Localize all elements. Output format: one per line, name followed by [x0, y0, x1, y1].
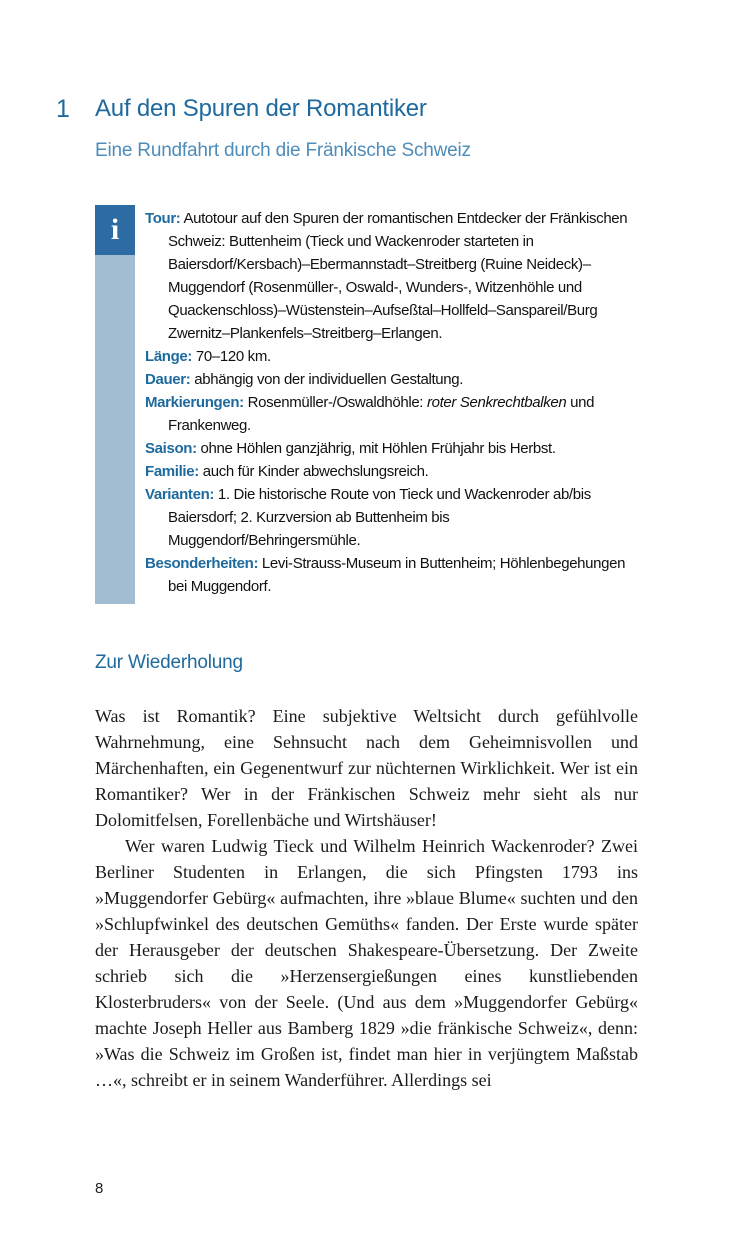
info-entry [145, 368, 640, 391]
info-entry [145, 437, 640, 460]
info-entry-text: roter Senkrechtbalken [426, 394, 567, 411]
body-paragraph: Wer waren Ludwig Tieck und Wilhelm Heinrich Wackenroder? Zwei Berliner Studenten in Erlangen, die sich Pfingsten 1793 ins »Muggendorfer Gebürg« aufmachten, ihre »blaue Blume« suchten und den »Schlupfwinkel des deutschen Gemüths« fanden. Der Erste wurde später der Herausgeber der deutschen Shakespeare-Übersetzung. Der Zweite schrieb sich die »Herzensergießungen eines kunstliebenden Klosterbruders« von der Seele. (Und aus dem »Muggendorfer Gebürg« machte Joseph Heller aus Bamberg 1829 »die fränkische Schweiz«, denn: »Was die Schweiz im Großen ist, findet man hier in verjüngtem Maßstab …«, schreibt er in seinem Wanderführer. Allerdings sei [95, 836, 638, 1090]
info-entry-text: ohne Höhlen ganzjährig, mit Höhlen Frühjahr bis Herbst. [196, 440, 556, 457]
info-entry-text: Rosenmüller-/Oswaldhöhle: [243, 394, 427, 411]
info-entry [145, 552, 640, 598]
chapter-number: 1 [56, 95, 70, 123]
page-subtitle: Eine Rundfahrt durch die Fränkische Schweiz [95, 140, 471, 161]
infobox-entries [135, 205, 640, 604]
info-entry-label: Tour: [145, 210, 181, 227]
info-entry-text: 70–120 km. [192, 348, 271, 365]
tour-infobox [95, 205, 640, 604]
section-heading: Zur Wiederholung [95, 652, 243, 673]
info-entry [145, 391, 640, 437]
page-title: Auf den Spuren der Romantiker [95, 95, 427, 122]
info-entry [145, 345, 640, 368]
info-entry-text: auch für Kinder abwechslungsreich. [198, 463, 429, 480]
info-entry-label: Besonderheiten: [145, 555, 259, 572]
info-entry-text: Levi-Strauss-Museum in Buttenheim; Höhlenbegehungen bei Muggendorf. [168, 555, 626, 595]
info-entry-text: und Frankenweg. [168, 394, 595, 434]
body-paragraph: Was ist Romantik? Eine subjektive Weltsicht durch gefühlvolle Wahrnehmung, eine Sehnsucht nach dem Geheimnisvollen und Märchenhaften, ein Gegenentwurf zur nüchternen Wirklichkeit. Wer ist ein Romantiker? Wer in der Fränkischen Schweiz mehr sieht als nur Dolomitfelsen, Forellenbäche und Wirtshäuser! [95, 706, 638, 830]
info-icon: i [95, 205, 135, 255]
infobox-sidebar-bar [95, 205, 135, 604]
info-entry [145, 207, 640, 345]
info-entry [145, 483, 640, 552]
info-entry-label: Markierungen: [145, 394, 244, 411]
info-entry-label: Familie: [145, 463, 199, 480]
info-entry-label: Saison: [145, 440, 197, 457]
info-entry-text: Autotour auf den Spuren der romantischen Entdecker der Fränkischen Schweiz: Buttenheim (Tieck und Wackenroder starteten in Baiersdorf/Kersbach)–Ebermannstadt–Streitberg (Ruine Neideck)–Muggendorf (Rosenmüller-, Oswald-, Wunders-, Witzenhöhle und Quackenschloss)–Wüstenstein–Aufseßtal–Hollfeld–Sanspareil/Burg Zwernitz–Plankenfels–Streitberg–Erlangen. [168, 210, 628, 342]
page-number: 8 [95, 1180, 104, 1197]
body-paragraphs [95, 703, 638, 1093]
info-entry-label: Varianten: [145, 486, 215, 503]
info-entry-label: Dauer: [145, 371, 191, 388]
info-entry-text: 1. Die historische Route von Tieck und Wackenroder ab/bis Baiersdorf; 2. Kurzversion ab Buttenheim bis Muggendorf/Behringersmühle. [168, 486, 591, 549]
info-entry [145, 460, 640, 483]
info-entry-label: Länge: [145, 348, 193, 365]
info-entry-text: abhängig von der individuellen Gestaltung. [190, 371, 464, 388]
